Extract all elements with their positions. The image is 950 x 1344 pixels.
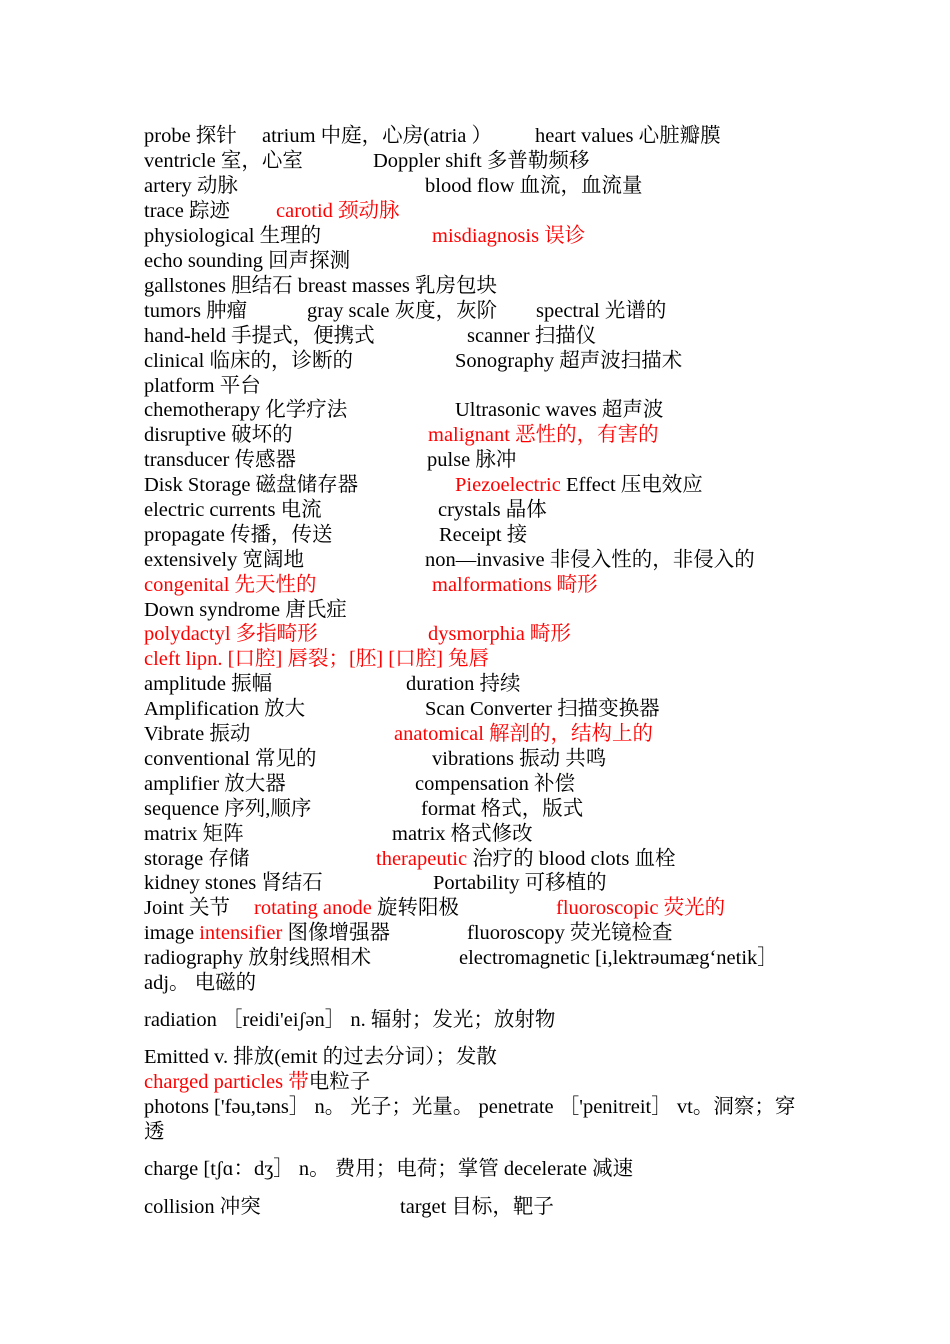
vocab-entry: Receipt 接 xyxy=(439,524,528,546)
vocab-entry: trace 踪迹 xyxy=(144,200,230,222)
vocab-entry: platform 平台 xyxy=(144,375,261,397)
vocab-entry-highlighted: anatomical 解剖的，结构上的 xyxy=(394,723,654,745)
vocab-entry: electromagnetic [i,lektrəumæg‘netik］ xyxy=(459,947,778,969)
vocab-entry: Disk Storage 磁盘储存器 xyxy=(144,474,359,496)
vocab-entry: matrix 矩阵 xyxy=(144,823,244,845)
vocab-line-wrapped: photons ['fəu,təns］ n。 光子；光量。 penetrate ［'penitreit］ vt。洞察；穿透 xyxy=(144,1096,796,1143)
vocab-term-highlighted: charged particles 带 xyxy=(144,1071,309,1093)
vocab-entry: vibrations 振动 共鸣 xyxy=(432,748,607,770)
vocab-entry: crystals 晶体 xyxy=(438,499,547,521)
vocab-entry-highlighted: malformations 畸形 xyxy=(432,574,598,596)
vocab-entry: heart values 心脏瓣膜 xyxy=(535,125,721,147)
vocab-entry-highlighted: cleft lipn. [口腔] 唇裂；[胚] [口腔] 兔唇 xyxy=(144,648,490,670)
vocab-term-highlighted: Piezoelectric xyxy=(455,474,561,496)
vocab-entry: Amplification 放大 xyxy=(144,698,306,720)
vocab-term-highlighted: intensifier xyxy=(199,922,283,944)
vocab-entry: ventricle 室，心室 xyxy=(144,150,303,172)
vocab-entry: blood flow 血流，血流量 xyxy=(425,175,643,197)
vocab-entry: transducer 传感器 xyxy=(144,449,296,471)
vocab-entry xyxy=(144,1070,370,1095)
vocab-entry: compensation 补偿 xyxy=(415,773,575,795)
vocab-entry: Joint 关节 xyxy=(144,897,230,919)
vocab-entry: clinical 临床的，诊断的 xyxy=(144,350,353,372)
vocab-entry: extensively 宽阔地 xyxy=(144,549,304,571)
vocab-entry: radiography 放射线照相术 xyxy=(144,947,372,969)
vocab-entry xyxy=(455,473,703,498)
vocab-entry: amplifier 放大器 xyxy=(144,773,286,795)
vocab-entry: physiological 生理的 xyxy=(144,225,322,247)
vocab-entry: echo sounding 回声探测 xyxy=(144,250,351,272)
vocab-entry: gray scale 灰度，灰阶 xyxy=(307,300,498,322)
vocab-entry: matrix 格式修改 xyxy=(392,823,533,845)
vocab-entry: tumors 肿瘤 xyxy=(144,300,248,322)
vocab-term-rest: 旋转阳极 xyxy=(371,897,459,919)
vocab-term-rest: 电粒子 xyxy=(308,1071,371,1093)
vocab-entry xyxy=(254,896,459,921)
vocab-entry: amplitude 振幅 xyxy=(144,673,273,695)
vocab-entry-highlighted: carotid 颈动脉 xyxy=(276,200,400,222)
vocab-entry: scanner 扫描仪 xyxy=(467,325,597,347)
vocab-entry: artery 动脉 xyxy=(144,175,238,197)
vocab-entry: pulse 脉冲 xyxy=(427,449,517,471)
vocab-entry: spectral 光谱的 xyxy=(536,300,667,322)
vocab-entry-highlighted: polydactyl 多指畸形 xyxy=(144,623,318,645)
vocab-entry: Emitted v. 排放(emit 的过去分词）；发散 xyxy=(144,1046,497,1068)
vocab-entry: sequence 序列,顺序 xyxy=(144,798,312,820)
vocab-entry: storage 存储 xyxy=(144,848,250,870)
vocab-entry-highlighted: misdiagnosis 误诊 xyxy=(432,225,586,247)
vocab-entry: collision 冲突 xyxy=(144,1196,261,1218)
vocab-entry: Vibrate 振动 xyxy=(144,723,251,745)
vocab-entry: gallstones 胆结石 breast masses 乳房包块 xyxy=(144,275,498,297)
vocab-entry: duration 持续 xyxy=(406,673,521,695)
vocab-entry-highlighted: congenital 先天性的 xyxy=(144,574,317,596)
vocab-entry: fluoroscopy 荧光镜检查 xyxy=(467,922,673,944)
vocab-entry: atrium 中庭，心房(atria ） xyxy=(262,125,493,147)
vocab-entry: Portability 可移植的 xyxy=(433,872,607,894)
vocab-entry: Sonography 超声波扫描术 xyxy=(455,350,683,372)
vocab-term-rest: 图像增强器 xyxy=(282,922,390,944)
vocab-entry-highlighted: dysmorphia 畸形 xyxy=(428,623,571,645)
vocab-entry: kidney stones 肾结石 xyxy=(144,872,323,894)
vocab-term-rest: 治疗的 blood clots 血栓 xyxy=(467,848,676,870)
vocab-entry-highlighted: malignant 恶性的，有害的 xyxy=(428,424,659,446)
vocab-term-highlighted: rotating anode xyxy=(254,897,372,919)
vocab-entry: propagate 传播，传送 xyxy=(144,524,333,546)
vocab-entry: Doppler shift 多普勒频移 xyxy=(373,150,590,172)
vocab-entry: adj。 电磁的 xyxy=(144,972,257,994)
vocab-entry: electric currents 电流 xyxy=(144,499,322,521)
vocab-entry xyxy=(376,847,675,872)
vocab-entry: radiation ［reidi'eiʃən］ n. 辐射；发光；放射物 xyxy=(144,1009,556,1031)
vocab-entry: Ultrasonic waves 超声波 xyxy=(455,399,664,421)
vocab-entry: Down syndrome 唐氏症 xyxy=(144,599,347,621)
vocab-entry: charge [tʃɑ：dʒ］ n。 费用；电荷；掌管 decelerate 减速 xyxy=(144,1158,634,1180)
vocab-entry: format 格式，版式 xyxy=(421,798,584,820)
vocab-entry: Scan Converter 扫描变换器 xyxy=(425,698,660,720)
vocab-entry: non—invasive 非侵入性的，非侵入的 xyxy=(425,549,755,571)
vocab-entry: disruptive 破坏的 xyxy=(144,424,293,446)
vocab-entry xyxy=(144,921,390,946)
vocab-term-highlighted: therapeutic xyxy=(376,848,468,870)
vocab-entry: conventional 常见的 xyxy=(144,748,317,770)
vocab-entry: probe 探针 xyxy=(144,125,237,147)
vocab-entry: hand-held 手提式，便携式 xyxy=(144,325,375,347)
vocab-term-rest: Effect 压电效应 xyxy=(560,474,703,496)
vocab-entry-highlighted: fluoroscopic 荧光的 xyxy=(556,897,726,919)
vocab-entry: chemotherapy 化学疗法 xyxy=(144,399,348,421)
vocab-entry: target 目标，靶子 xyxy=(400,1196,554,1218)
vocab-term-rest: image xyxy=(144,922,200,944)
